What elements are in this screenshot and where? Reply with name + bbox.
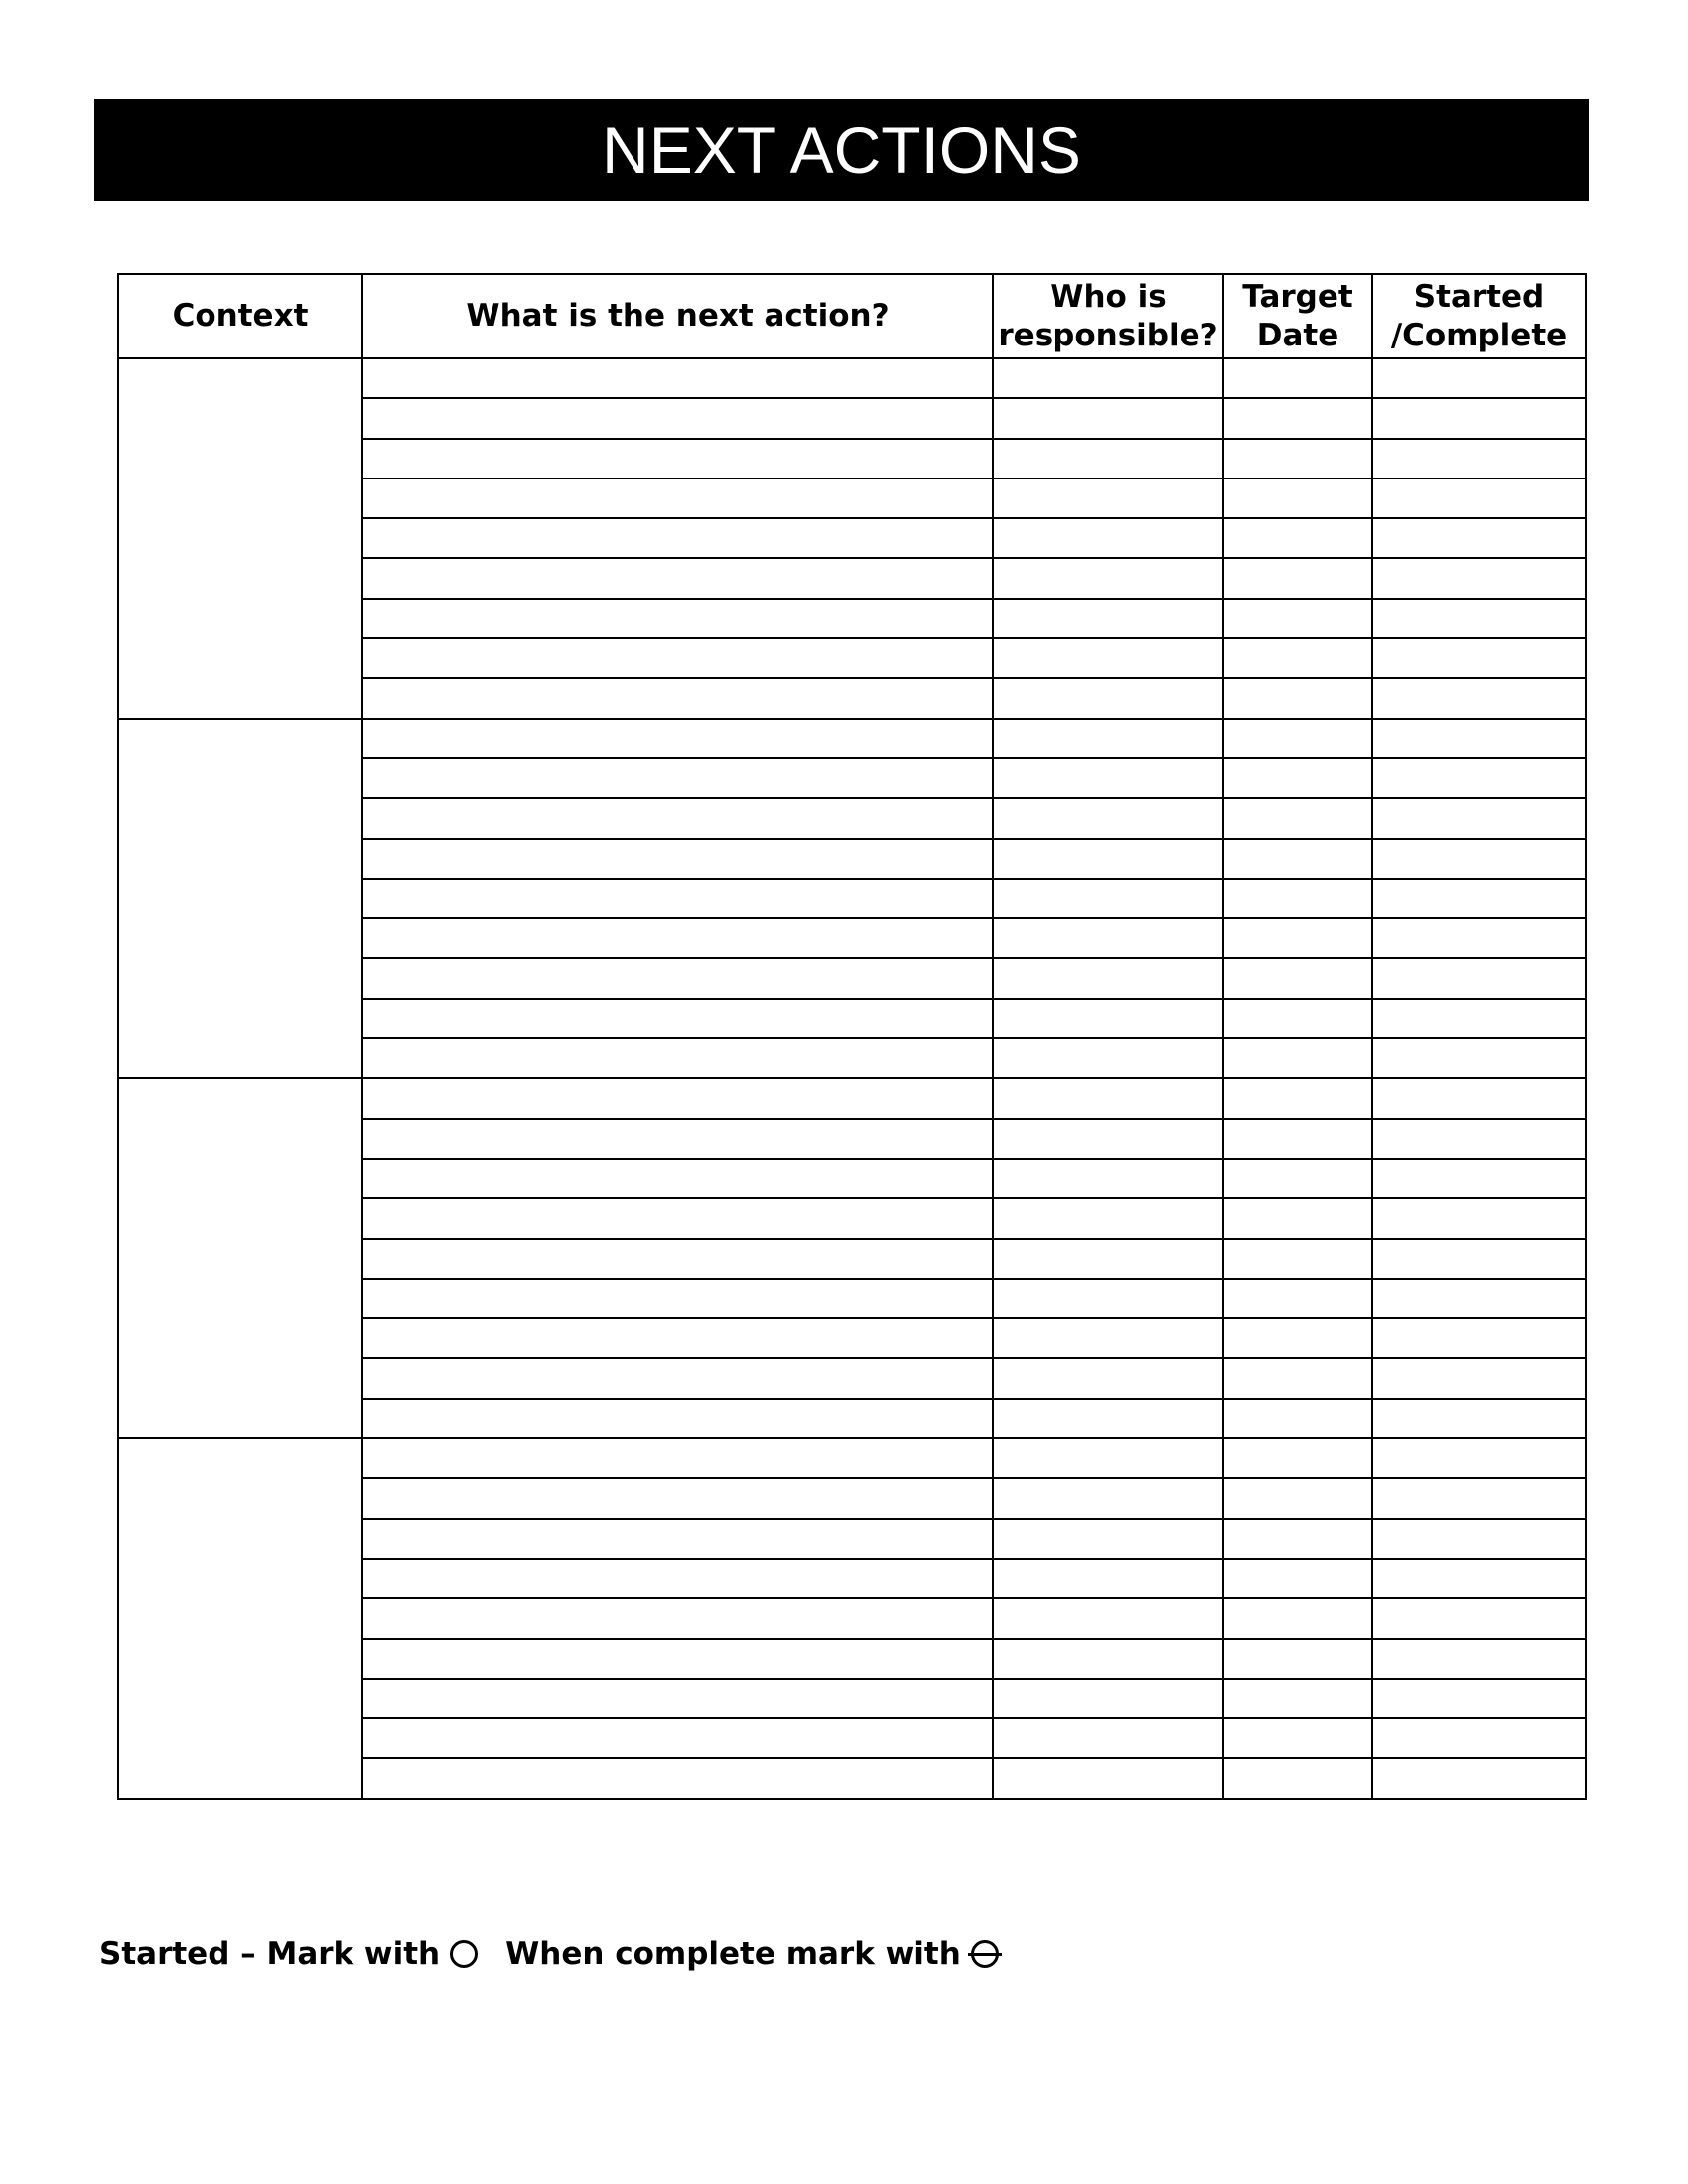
next-actions-table	[117, 273, 1587, 1800]
who-cell[interactable]	[993, 1279, 1223, 1318]
header-row	[118, 274, 1586, 358]
date-cell[interactable]	[1223, 638, 1372, 678]
status-cell[interactable]	[1372, 398, 1586, 438]
action-cell[interactable]	[362, 358, 993, 398]
status-cell[interactable]	[1372, 1038, 1586, 1078]
status-cell[interactable]	[1372, 1718, 1586, 1758]
action-cell[interactable]	[362, 1358, 993, 1398]
date-cell[interactable]	[1223, 1119, 1372, 1159]
who-cell[interactable]	[993, 1598, 1223, 1638]
action-cell[interactable]	[362, 518, 993, 558]
status-cell[interactable]	[1372, 678, 1586, 718]
action-cell[interactable]	[362, 638, 993, 678]
table-body	[118, 358, 1586, 1799]
who-cell[interactable]	[993, 599, 1223, 638]
date-cell[interactable]	[1223, 478, 1372, 518]
who-cell[interactable]	[993, 1758, 1223, 1798]
action-cell[interactable]	[362, 1239, 993, 1279]
date-cell[interactable]	[1223, 1038, 1372, 1078]
action-cell[interactable]	[362, 879, 993, 918]
date-cell[interactable]	[1223, 1478, 1372, 1518]
date-cell[interactable]	[1223, 518, 1372, 558]
status-cell[interactable]	[1372, 478, 1586, 518]
who-cell[interactable]	[993, 1718, 1223, 1758]
header-action: What is the next action?	[362, 274, 993, 358]
who-cell[interactable]	[993, 719, 1223, 758]
action-cell[interactable]	[362, 758, 993, 798]
action-cell[interactable]	[362, 719, 993, 758]
action-cell[interactable]	[362, 439, 993, 478]
action-cell[interactable]	[362, 999, 993, 1038]
title-banner	[94, 99, 1589, 201]
status-cell[interactable]	[1372, 1478, 1586, 1518]
date-cell[interactable]	[1223, 1438, 1372, 1478]
status-cell[interactable]	[1372, 1679, 1586, 1718]
who-cell[interactable]	[993, 1639, 1223, 1679]
status-cell[interactable]	[1372, 1159, 1586, 1198]
action-cell[interactable]	[362, 1598, 993, 1638]
table-row	[118, 1438, 1586, 1478]
legend	[99, 1936, 1009, 1972]
who-cell[interactable]	[993, 1318, 1223, 1358]
action-cell[interactable]	[362, 958, 993, 998]
status-cell[interactable]	[1372, 1318, 1586, 1358]
date-cell[interactable]	[1223, 1758, 1372, 1798]
date-cell[interactable]	[1223, 879, 1372, 918]
who-cell[interactable]	[993, 1198, 1223, 1238]
date-cell[interactable]	[1223, 1559, 1372, 1598]
status-cell[interactable]	[1372, 798, 1586, 838]
date-cell[interactable]	[1223, 918, 1372, 958]
date-cell[interactable]	[1223, 1279, 1372, 1318]
action-cell[interactable]	[362, 558, 993, 598]
who-cell[interactable]	[993, 558, 1223, 598]
action-cell[interactable]	[362, 1159, 993, 1198]
who-cell[interactable]	[993, 1038, 1223, 1078]
action-cell[interactable]	[362, 1438, 993, 1478]
who-cell[interactable]	[993, 678, 1223, 718]
status-cell[interactable]	[1372, 1239, 1586, 1279]
action-cell[interactable]	[362, 1478, 993, 1518]
action-cell[interactable]	[362, 478, 993, 518]
date-cell[interactable]	[1223, 1318, 1372, 1358]
date-cell[interactable]	[1223, 1198, 1372, 1238]
date-cell[interactable]	[1223, 1718, 1372, 1758]
date-cell[interactable]	[1223, 719, 1372, 758]
status-cell[interactable]	[1372, 1639, 1586, 1679]
date-cell[interactable]	[1223, 1519, 1372, 1559]
who-cell[interactable]	[993, 758, 1223, 798]
who-cell[interactable]	[993, 1239, 1223, 1279]
date-cell[interactable]	[1223, 1639, 1372, 1679]
status-cell[interactable]	[1372, 1279, 1586, 1318]
action-cell[interactable]	[362, 1078, 993, 1118]
who-cell[interactable]	[993, 1438, 1223, 1478]
legend-complete-text: When complete mark with	[505, 1936, 961, 1972]
date-cell[interactable]	[1223, 599, 1372, 638]
action-cell[interactable]	[362, 798, 993, 838]
open-circle-icon	[450, 1940, 478, 1968]
date-cell[interactable]	[1223, 439, 1372, 478]
action-cell[interactable]	[362, 1718, 993, 1758]
status-cell[interactable]	[1372, 1119, 1586, 1159]
status-cell[interactable]	[1372, 879, 1586, 918]
who-cell[interactable]	[993, 398, 1223, 438]
date-cell[interactable]	[1223, 1598, 1372, 1638]
table-row	[118, 1078, 1586, 1118]
header-status: Started /Complete	[1372, 274, 1586, 358]
context-cell[interactable]	[118, 358, 362, 719]
date-cell[interactable]	[1223, 1078, 1372, 1118]
date-cell[interactable]	[1223, 839, 1372, 879]
action-cell[interactable]	[362, 1679, 993, 1718]
action-cell[interactable]	[362, 839, 993, 879]
date-cell[interactable]	[1223, 558, 1372, 598]
context-cell[interactable]	[118, 1078, 362, 1438]
who-cell[interactable]	[993, 1358, 1223, 1398]
who-cell[interactable]	[993, 1119, 1223, 1159]
action-cell[interactable]	[362, 1519, 993, 1559]
table-row	[118, 719, 1586, 758]
action-cell[interactable]	[362, 599, 993, 638]
action-cell[interactable]	[362, 1639, 993, 1679]
action-cell[interactable]	[362, 678, 993, 718]
who-cell[interactable]	[993, 1159, 1223, 1198]
status-cell[interactable]	[1372, 1438, 1586, 1478]
date-cell[interactable]	[1223, 1159, 1372, 1198]
context-cell[interactable]	[118, 719, 362, 1079]
status-cell[interactable]	[1372, 918, 1586, 958]
action-cell[interactable]	[362, 1559, 993, 1598]
who-cell[interactable]	[993, 839, 1223, 879]
action-cell[interactable]	[362, 1198, 993, 1238]
status-cell[interactable]	[1372, 719, 1586, 758]
who-cell[interactable]	[993, 638, 1223, 678]
status-cell[interactable]	[1372, 1519, 1586, 1559]
who-cell[interactable]	[993, 879, 1223, 918]
who-cell[interactable]	[993, 1478, 1223, 1518]
status-cell[interactable]	[1372, 1598, 1586, 1638]
status-cell[interactable]	[1372, 518, 1586, 558]
who-cell[interactable]	[993, 918, 1223, 958]
who-cell[interactable]	[993, 518, 1223, 558]
status-cell[interactable]	[1372, 358, 1586, 398]
date-cell[interactable]	[1223, 1399, 1372, 1438]
who-cell[interactable]	[993, 1559, 1223, 1598]
status-cell[interactable]	[1372, 839, 1586, 879]
date-cell[interactable]	[1223, 1679, 1372, 1718]
action-cell[interactable]	[362, 1318, 993, 1358]
status-cell[interactable]	[1372, 958, 1586, 998]
who-cell[interactable]	[993, 798, 1223, 838]
who-cell[interactable]	[993, 1078, 1223, 1118]
status-cell[interactable]	[1372, 1358, 1586, 1398]
date-cell[interactable]	[1223, 999, 1372, 1038]
status-cell[interactable]	[1372, 558, 1586, 598]
who-cell[interactable]	[993, 358, 1223, 398]
date-cell[interactable]	[1223, 958, 1372, 998]
context-cell[interactable]	[118, 1438, 362, 1799]
status-cell[interactable]	[1372, 758, 1586, 798]
status-cell[interactable]	[1372, 1198, 1586, 1238]
status-cell[interactable]	[1372, 599, 1586, 638]
action-cell[interactable]	[362, 1119, 993, 1159]
date-cell[interactable]	[1223, 358, 1372, 398]
legend-started-text: Started – Mark with	[99, 1936, 441, 1972]
header-date: Target Date	[1223, 274, 1372, 358]
who-cell[interactable]	[993, 1399, 1223, 1438]
who-cell[interactable]	[993, 1519, 1223, 1559]
who-cell[interactable]	[993, 1679, 1223, 1718]
action-cell[interactable]	[362, 1399, 993, 1438]
header-context: Context	[118, 274, 362, 358]
status-cell[interactable]	[1372, 1559, 1586, 1598]
table-row	[118, 358, 1586, 398]
date-cell[interactable]	[1223, 1358, 1372, 1398]
struck-circle-icon	[971, 1940, 999, 1968]
action-cell[interactable]	[362, 1038, 993, 1078]
header-who: Who is responsible?	[993, 274, 1223, 358]
date-cell[interactable]	[1223, 1239, 1372, 1279]
who-cell[interactable]	[993, 958, 1223, 998]
action-cell[interactable]	[362, 1758, 993, 1798]
action-cell[interactable]	[362, 1279, 993, 1318]
action-cell[interactable]	[362, 398, 993, 438]
action-cell[interactable]	[362, 918, 993, 958]
status-cell[interactable]	[1372, 1078, 1586, 1118]
date-cell[interactable]	[1223, 758, 1372, 798]
status-cell[interactable]	[1372, 1399, 1586, 1438]
who-cell[interactable]	[993, 439, 1223, 478]
date-cell[interactable]	[1223, 398, 1372, 438]
page-title: NEXT ACTIONS	[602, 113, 1081, 187]
status-cell[interactable]	[1372, 1758, 1586, 1798]
status-cell[interactable]	[1372, 999, 1586, 1038]
who-cell[interactable]	[993, 999, 1223, 1038]
date-cell[interactable]	[1223, 678, 1372, 718]
status-cell[interactable]	[1372, 439, 1586, 478]
date-cell[interactable]	[1223, 798, 1372, 838]
who-cell[interactable]	[993, 478, 1223, 518]
status-cell[interactable]	[1372, 638, 1586, 678]
